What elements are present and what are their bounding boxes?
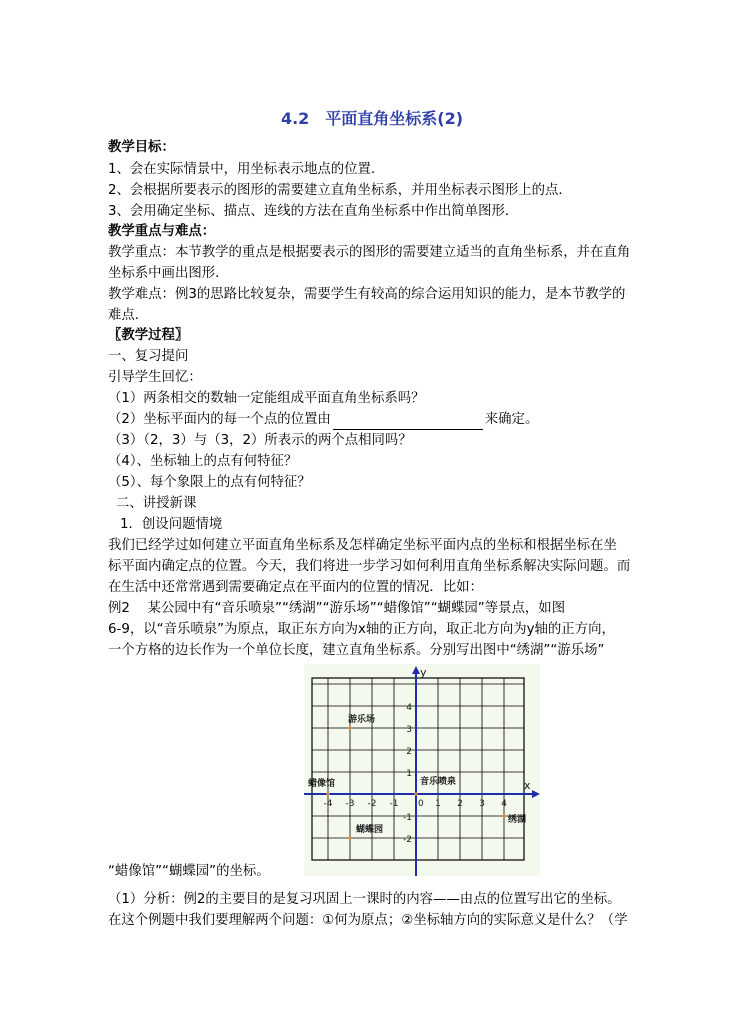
intro-paragraph: 在生活中还常常遇到需要确定点在平面内的位置的情况．比如：	[108, 580, 483, 595]
example-text: “蜡像馆”“蝴蝶园”的坐标。	[108, 864, 270, 879]
coordinate-grid-figure	[304, 664, 540, 876]
place-label: 蜡像馆	[308, 779, 336, 789]
question-2	[108, 410, 538, 430]
place-point	[326, 792, 329, 795]
key-point-text: 教学重点：本节教学的重点是根据要表示的图形的需要建立适当的直角坐标系，并在直角	[108, 245, 631, 260]
example-text: 6-9，以“音乐喷泉”为原点，取正东方向为x轴的正方向，取正北方向为y轴的正方向，	[108, 622, 615, 637]
difficulty-text: 难点．	[108, 308, 149, 323]
place-label: 游乐场	[348, 715, 376, 725]
y-tick-label: 3	[406, 725, 412, 735]
y-tick-label: -1	[403, 813, 412, 823]
x-axis-label: x	[524, 779, 531, 792]
place-point	[348, 836, 351, 839]
x-tick-label: -2	[367, 799, 377, 809]
review-heading: 一、复习提问	[108, 349, 189, 364]
place-label: 绣湖	[508, 815, 527, 825]
x-tick-label: 1	[435, 799, 441, 809]
question-2-suffix: 来确定。	[484, 412, 539, 427]
analysis-text: 在这个例题中我们要理解两个问题：①何为原点；②坐标轴方向的实际意义是什么？（学	[108, 913, 628, 928]
y-tick-label: 2	[406, 747, 412, 757]
process-heading: 〖教学过程〗	[108, 328, 189, 343]
new-lesson-heading: 二、讲授新课	[116, 496, 197, 511]
question-5: （5）、每个象限上的点有何特征？	[108, 475, 311, 490]
figure-background	[304, 664, 540, 876]
x-tick-label: 4	[501, 799, 507, 809]
example-text: 一个方格的边长作为一个单位长度，建立直角坐标系。分别写出图中“绣湖”“游乐场”	[108, 643, 605, 658]
objective-item: 1、会在实际情景中，用坐标表示地点的位置．	[108, 162, 385, 177]
question-2-prefix: （2）坐标平面内的每一个点的位置由	[108, 412, 331, 427]
place-point	[348, 726, 351, 729]
x-tick-label: 2	[457, 799, 463, 809]
y-tick-label: -2	[403, 835, 412, 845]
subsection-heading: 1．创设问题情境	[120, 517, 223, 532]
x-tick-label: -1	[389, 799, 399, 809]
keypoints-heading: 教学重点与难点：	[108, 224, 216, 239]
objectives-heading: 教学目标：	[108, 140, 175, 155]
objective-item: 2、会根据所要表示的图形的需要建立直角坐标系，并用坐标表示图形上的点．	[108, 183, 572, 198]
intro-paragraph: 标平面内确定点的位置。今天，我们将进一步学习如何利用直角坐标系解决实际问题。而	[108, 559, 631, 574]
place-label: 音乐喷泉	[420, 777, 457, 787]
y-axis-label: y	[420, 666, 427, 679]
key-point-text: 坐标系中画出图形．	[108, 266, 229, 281]
place-point	[414, 792, 417, 795]
y-tick-label: 4	[406, 703, 412, 713]
x-tick-label: -3	[345, 799, 355, 809]
x-tick-label: 3	[479, 799, 485, 809]
x-tick-label: -4	[323, 799, 333, 809]
difficulty-text: 教学难点：例3的思路比较复杂，需要学生有较高的综合运用知识的能力，是本节教学的	[108, 287, 626, 302]
place-label: 蝴蝶园	[356, 825, 384, 835]
question-4: （4）、坐标轴上的点有何特征？	[108, 454, 298, 469]
fill-in-blank	[333, 415, 483, 430]
objective-item: 3、会用确定坐标、描点、连线的方法在直角坐标系中作出简单图形．	[108, 204, 519, 219]
analysis-text: （1）分析：例2的主要目的是复习巩固上一课时的内容——由点的位置写出它的坐标。	[108, 892, 621, 907]
origin-label: 0	[418, 799, 424, 809]
place-point	[502, 814, 505, 817]
question-3: （3）（2，3）与（3，2）所表示的两个点相同吗？	[108, 433, 412, 448]
y-tick-label: 1	[406, 769, 412, 779]
question-1: （1）两条相交的数轴一定能组成平面直角坐标系吗？	[108, 391, 425, 406]
page-title: 4.2 平面直角坐标系(2)	[280, 109, 464, 128]
review-intro: 引导学生回忆：	[108, 370, 202, 385]
example-text: 例2 某公园中有“音乐喷泉”“绣湖”“游乐场”“蜡像馆”“蝴蝶园”等景点，如图	[108, 601, 566, 616]
intro-paragraph: 我们已经学过如何建立平面直角坐标系及怎样确定坐标平面内点的坐标和根据坐标在坐	[108, 538, 617, 553]
